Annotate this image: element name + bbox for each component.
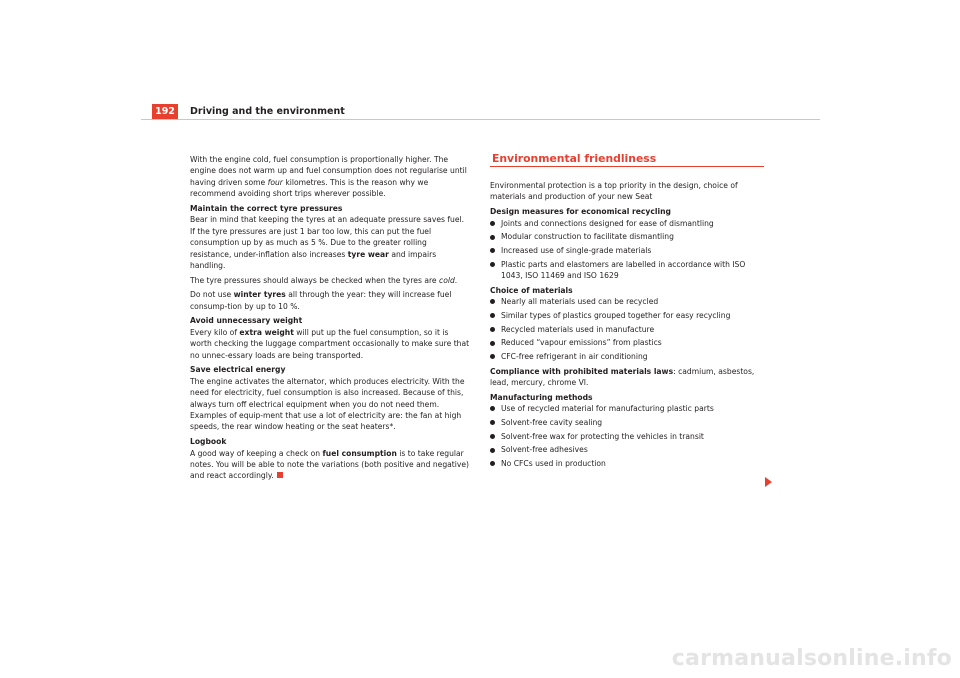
page-header-title: Driving and the environment: [190, 106, 345, 117]
paragraph-winter-tyres: Do not use winter tyres all through the year: they will increase fuel consump-tion by up to 10 %.: [190, 290, 452, 311]
left-column: [190, 154, 470, 485]
heading-tyre-pressures: Maintain the correct tyre pressures: [190, 203, 343, 213]
bullet-icon: [490, 248, 495, 253]
right-column: [490, 180, 768, 473]
page-number: 192: [152, 104, 178, 120]
bullet-icon: [490, 354, 495, 359]
manufacturing-list: [490, 403, 768, 469]
heading-choice-materials: Choice of materials: [490, 285, 573, 295]
paragraph-compliance: Compliance with prohibited materials laws: cadmium, asbestos, lead, mercury, chrome VI.: [490, 366, 755, 388]
bullet-icon: [490, 299, 495, 304]
list-item: CFC-free refrigerant in air conditioning: [490, 351, 768, 362]
section-title-underline: [490, 166, 764, 167]
list-item: Use of recycled material for manufacturing plastic parts: [490, 403, 768, 414]
list-item: Solvent-free wax for protecting the vehicles in transit: [490, 431, 768, 442]
list-item: Similar types of plastics grouped together for easy recycling: [490, 310, 768, 321]
paragraph-weight: Every kilo of extra weight will put up the fuel consumption, so it is worth checking the luggage compartment occasionally to make sure that no unnec-essary loads are being transported.: [190, 327, 470, 360]
bullet-icon: [490, 406, 495, 411]
bullet-icon: [490, 313, 495, 318]
paragraph-tyre-pressures: Bear in mind that keeping the tyres at an adequate pressure saves fuel. If the tyre pressures are just 1 bar too low, this can put the fuel consumption up by as much as 5 %. Due to the greater rolling resistance, under-inflation also increases tyre wear and impairs handling.: [190, 215, 465, 270]
list-item: Solvent-free cavity sealing: [490, 417, 768, 428]
bullet-icon: [490, 434, 495, 439]
paragraph-check-cold: The tyre pressures should always be checked when the tyres are cold.: [190, 275, 458, 285]
heading-weight: Avoid unnecessary weight: [190, 316, 303, 326]
bullet-icon: [490, 327, 495, 332]
bullet-icon: [490, 420, 495, 425]
section-end-icon: [277, 472, 283, 478]
design-list: [490, 218, 768, 282]
list-item: Nearly all materials used can be recycled: [490, 296, 768, 307]
choice-list: [490, 296, 768, 362]
continue-arrow-icon: [765, 477, 772, 487]
heading-electrical: Save electrical energy: [190, 365, 286, 375]
list-item: Reduced “vapour emissions” from plastics: [490, 337, 768, 348]
list-item: Solvent-free adhesives: [490, 444, 768, 455]
section-title: Environmental friendliness: [492, 152, 657, 165]
bullet-icon: [490, 341, 495, 346]
paragraph-cold-engine: With the engine cold, fuel consumption is proportionally higher. The engine does not warm up and fuel consumption does not regularise until having driven some four kilometres. This is the reason why we recommend avoiding short trips wherever possible.: [190, 155, 467, 199]
list-item: Plastic parts and elastomers are labelled in accordance with ISO 1043, ISO 11469 and ISO 1629: [490, 259, 768, 282]
paragraph-intro: Environmental protection is a top priority in the design, choice of materials and production of your new Seat: [490, 181, 738, 202]
header-divider: [141, 119, 820, 120]
list-item: Joints and connections designed for ease of dismantling: [490, 218, 768, 229]
list-item: Modular construction to facilitate dismantling: [490, 231, 768, 242]
bullet-icon: [490, 461, 495, 466]
heading-design-measures: Design measures for economical recycling: [490, 207, 671, 217]
list-item: Recycled materials used in manufacture: [490, 324, 768, 335]
bullet-icon: [490, 448, 495, 453]
bullet-icon: [490, 221, 495, 226]
bullet-icon: [490, 235, 495, 240]
paragraph-logbook: A good way of keeping a check on fuel consumption is to take regular notes. You will be able to note the variations (both positive and negative) and react accordingly.: [190, 448, 470, 481]
heading-manufacturing: Manufacturing methods: [490, 392, 593, 402]
bullet-icon: [490, 262, 495, 267]
heading-logbook: Logbook: [190, 437, 227, 447]
watermark: carmanualsonline.info: [671, 646, 952, 671]
list-item: Increased use of single-grade materials: [490, 245, 768, 256]
paragraph-electrical: The engine activates the alternator, which produces electricity. With the need for electricity, fuel consumption is also increased. Because of this, always turn off electrical equipment when you do not need them. Examples of equip-ment that use a lot of electricity are: the fan at high speeds, the rear window heating or the seat heaters*.: [190, 376, 465, 432]
list-item: No CFCs used in production: [490, 458, 768, 469]
